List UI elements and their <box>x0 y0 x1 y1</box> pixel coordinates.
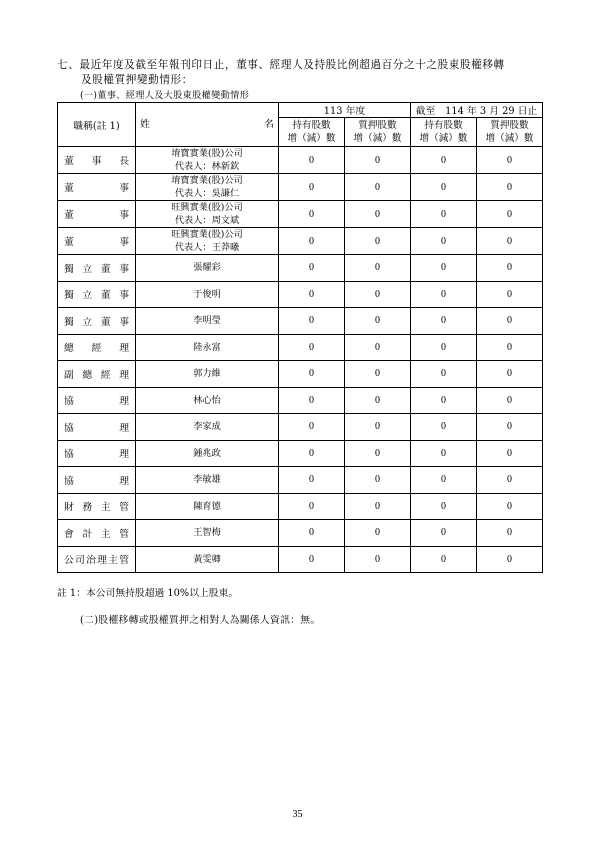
header-hold-1: 持有股數 增（減）數 <box>279 118 345 147</box>
table-row <box>58 387 543 414</box>
cell-name-line1: 張耀彩 <box>193 262 221 274</box>
cell-value: 0 <box>279 308 345 335</box>
page-number: 35 <box>292 809 303 820</box>
cell-value: 0 <box>345 228 411 255</box>
cell-name <box>136 255 279 282</box>
cell-value: 0 <box>279 546 345 573</box>
cell-name-line1: 李家成 <box>193 421 221 433</box>
cell-value: 0 <box>345 467 411 494</box>
cell-value: 0 <box>477 228 543 255</box>
cell-name <box>136 546 279 573</box>
cell-value: 0 <box>279 361 345 388</box>
cell-value: 0 <box>345 546 411 573</box>
cell-value: 0 <box>477 414 543 441</box>
cell-name-line1: 旺興實業(股)公司 <box>171 202 243 213</box>
cell-title: 協 理 <box>58 387 136 414</box>
header-hold-2: 持有股數 增（減）數 <box>411 118 477 147</box>
cell-value: 0 <box>345 308 411 335</box>
cell-name-line1: 陳育德 <box>193 500 221 512</box>
section-heading-line2: 及股權質押變動情形： <box>81 74 193 86</box>
cell-name-line1: 于俊明 <box>193 288 221 300</box>
cell-value: 0 <box>411 467 477 494</box>
cell-name <box>136 281 279 308</box>
section-heading <box>57 58 547 88</box>
table-row <box>58 493 543 520</box>
cell-value: 0 <box>477 147 543 174</box>
cell-name <box>136 201 279 228</box>
cell-value: 0 <box>411 493 477 520</box>
cell-name-line1: 王智梅 <box>193 527 221 539</box>
header-period-1: 113 年度 <box>279 103 411 118</box>
cell-value: 0 <box>345 174 411 201</box>
cell-value: 0 <box>345 414 411 441</box>
cell-value: 0 <box>411 334 477 361</box>
header-name-right: 名 <box>264 119 274 130</box>
table-subheading: (一)董事、經理人及大股東股權變動情形 <box>80 90 250 101</box>
table-row <box>58 467 543 494</box>
header-name-left: 姓 <box>140 119 150 130</box>
cell-value: 0 <box>477 467 543 494</box>
cell-value: 0 <box>411 308 477 335</box>
cell-name-line1: 旺興實業(股)公司 <box>171 229 243 240</box>
cell-value: 0 <box>411 520 477 547</box>
cell-value: 0 <box>411 174 477 201</box>
shareholding-change-table <box>57 102 543 573</box>
cell-title: 董 事 <box>58 201 136 228</box>
cell-name-line2: 代表人：吳謙仁 <box>174 188 240 199</box>
cell-name <box>136 361 279 388</box>
cell-name <box>136 174 279 201</box>
cell-name-line2: 代表人：林新欽 <box>174 161 240 172</box>
cell-value: 0 <box>279 201 345 228</box>
cell-name-line2: 代表人：周文斌 <box>174 215 240 226</box>
cell-value: 0 <box>477 201 543 228</box>
cell-value: 0 <box>345 334 411 361</box>
cell-value: 0 <box>345 147 411 174</box>
table-row <box>58 174 543 201</box>
cell-name <box>136 228 279 255</box>
cell-title: 董 事 <box>58 174 136 201</box>
cell-title: 會計主管 <box>58 520 136 547</box>
table-row <box>58 546 543 573</box>
cell-title: 獨立董事 <box>58 281 136 308</box>
cell-value: 0 <box>279 255 345 282</box>
cell-name-line1: 陸永富 <box>193 341 221 353</box>
cell-title: 總 經 理 <box>58 334 136 361</box>
table-row <box>58 147 543 174</box>
cell-title: 公司治理主管 <box>58 546 136 573</box>
cell-name-line1: 鍾兆政 <box>193 447 221 459</box>
header-title: 職稱(註 1) <box>58 103 136 147</box>
cell-name-line1: 李敏雄 <box>193 474 221 486</box>
cell-value: 0 <box>279 440 345 467</box>
cell-name <box>136 308 279 335</box>
cell-value: 0 <box>279 414 345 441</box>
table-row <box>58 520 543 547</box>
cell-name <box>136 414 279 441</box>
cell-value: 0 <box>477 387 543 414</box>
cell-name <box>136 440 279 467</box>
table-row <box>58 308 543 335</box>
cell-title: 協 理 <box>58 467 136 494</box>
cell-value: 0 <box>345 493 411 520</box>
cell-value: 0 <box>279 467 345 494</box>
cell-value: 0 <box>279 520 345 547</box>
cell-title: 獨立董事 <box>58 255 136 282</box>
cell-value: 0 <box>477 546 543 573</box>
cell-value: 0 <box>411 147 477 174</box>
cell-value: 0 <box>279 147 345 174</box>
cell-name <box>136 387 279 414</box>
header-name <box>136 103 279 147</box>
cell-value: 0 <box>279 228 345 255</box>
table-row <box>58 334 543 361</box>
cell-value: 0 <box>411 255 477 282</box>
cell-value: 0 <box>477 520 543 547</box>
cell-value: 0 <box>477 281 543 308</box>
header-pledge-2: 質押股數 增（減）數 <box>477 118 543 147</box>
cell-value: 0 <box>477 440 543 467</box>
table-row <box>58 201 543 228</box>
cell-value: 0 <box>477 361 543 388</box>
cell-title: 董 事 長 <box>58 147 136 174</box>
cell-value: 0 <box>411 281 477 308</box>
header-pledge-1: 質押股數 增（減）數 <box>345 118 411 147</box>
cell-value: 0 <box>411 228 477 255</box>
cell-name <box>136 147 279 174</box>
table-row <box>58 228 543 255</box>
table-row <box>58 255 543 282</box>
table-row <box>58 414 543 441</box>
cell-value: 0 <box>345 281 411 308</box>
header-period-2: 截至 114 年 3 月 29 日止 <box>411 103 543 118</box>
table-row <box>58 281 543 308</box>
cell-value: 0 <box>345 520 411 547</box>
cell-name <box>136 520 279 547</box>
cell-name-line1: 堉寶實業(股)公司 <box>171 175 243 186</box>
cell-name-line1: 李明瑩 <box>193 315 221 327</box>
section-heading-line1: 七、最近年度及截至年報刊印日止，董事、經理人及持股比例超過百分之十之股東股權移轉 <box>57 59 505 71</box>
cell-value: 0 <box>411 440 477 467</box>
cell-value: 0 <box>279 387 345 414</box>
cell-title: 副總經理 <box>58 361 136 388</box>
cell-name <box>136 334 279 361</box>
table-row <box>58 440 543 467</box>
cell-value: 0 <box>345 387 411 414</box>
cell-value: 0 <box>345 201 411 228</box>
cell-value: 0 <box>345 440 411 467</box>
cell-name-line1: 黃雯卿 <box>193 553 221 565</box>
cell-value: 0 <box>477 255 543 282</box>
cell-value: 0 <box>477 334 543 361</box>
cell-name <box>136 493 279 520</box>
cell-title: 財務主管 <box>58 493 136 520</box>
cell-name-line1: 林心怡 <box>193 394 221 406</box>
table-row <box>58 361 543 388</box>
footnote: 註 1：本公司無持股超過 10%以上股東。 <box>57 588 239 599</box>
cell-title: 協 理 <box>58 440 136 467</box>
cell-value: 0 <box>411 201 477 228</box>
cell-title: 獨立董事 <box>58 308 136 335</box>
cell-value: 0 <box>411 414 477 441</box>
cell-value: 0 <box>279 174 345 201</box>
cell-value: 0 <box>411 361 477 388</box>
cell-title: 董 事 <box>58 228 136 255</box>
cell-value: 0 <box>279 334 345 361</box>
header-row-1 <box>58 103 543 118</box>
cell-name-line2: 代表人：王莽曦 <box>174 242 240 253</box>
cell-title: 協 理 <box>58 414 136 441</box>
cell-value: 0 <box>411 387 477 414</box>
cell-value: 0 <box>477 174 543 201</box>
cell-name-line1: 堉寶實業(股)公司 <box>171 148 243 159</box>
cell-value: 0 <box>345 255 411 282</box>
cell-value: 0 <box>345 361 411 388</box>
cell-name <box>136 467 279 494</box>
section-2-text: (二)股權移轉或股權質押之相對人為關係人資訊：無。 <box>80 615 321 626</box>
cell-name-line1: 郭力維 <box>193 368 221 380</box>
cell-value: 0 <box>477 493 543 520</box>
cell-value: 0 <box>279 281 345 308</box>
cell-value: 0 <box>279 493 345 520</box>
cell-value: 0 <box>477 308 543 335</box>
cell-value: 0 <box>411 546 477 573</box>
